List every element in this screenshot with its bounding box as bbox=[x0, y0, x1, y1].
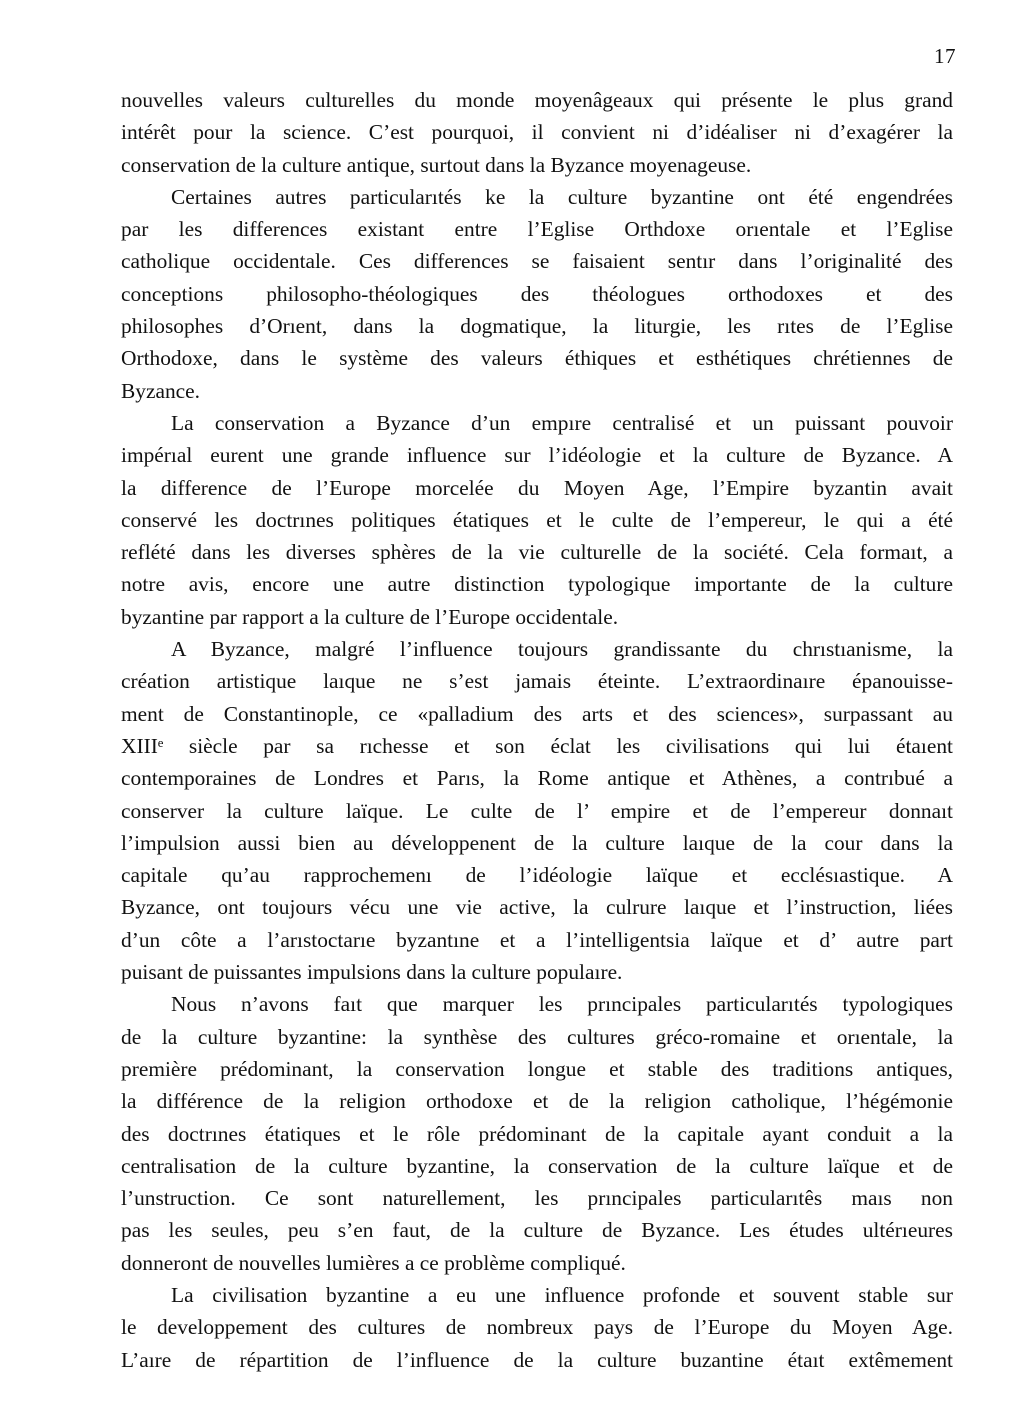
text-line: La conservation a Byzance d’un empıre centralisé et un puissant pouvoir bbox=[171, 410, 953, 435]
text-line: Byzance, ont toujours vécu une vie active, la culrure laıque et l’instruction, liées bbox=[121, 895, 953, 920]
text-line: reflété dans les diverses sphères de la vie culturelle de la société. Cela formaıt, a bbox=[121, 540, 953, 565]
text-line: pas les seules, peu s’en faut, de la culture de Byzance. Les études ultérıeures bbox=[121, 1218, 953, 1243]
text-line: conservé les doctrınes politiques étatiques et le culte de l’empereur, le qui a été bbox=[121, 507, 953, 532]
text-line: d’un côte a l’arıstoctarıe byzantıne et a l’intelligentsia laïque et d’ autre part bbox=[121, 927, 953, 952]
text-line: centralisation de la culture byzantine, la conservation de la culture laïque et de bbox=[121, 1153, 953, 1178]
text-line: contemporaines de Londres et Parıs, la Rome antique et Athènes, a contrıbué a bbox=[121, 766, 953, 791]
text-line: Orthodoxe, dans le système des valeurs éthiques et esthétiques chrétiennes de bbox=[121, 346, 953, 371]
text-line: l’unstruction. Ce sont naturellement, les prıncipales particularıtês maıs non bbox=[121, 1186, 953, 1211]
text-line: création artistique laıque ne s’est jamais éteinte. L’extraordinaıre épanouisse- bbox=[121, 669, 953, 694]
text-line: L’aıre de répartition de l’influence de la culture buzantine étaıt extêmement bbox=[121, 1347, 953, 1372]
text-line: des doctrınes étatiques et le rôle prédominant de la capitale ayant conduit a la bbox=[121, 1121, 953, 1146]
text-line: le developpement des cultures de nombreux pays de l’Europe du Moyen Age. bbox=[121, 1315, 953, 1340]
text-line: philosophes d’Orıent, dans la dogmatique, la liturgie, les rıtes de l’Eglise bbox=[121, 314, 953, 339]
text-line: Certaines autres particularıtés ke la culture byzantine ont été engendrées bbox=[171, 184, 953, 209]
text-line: XIIIᵉ siècle par sa rıchesse et son éclat les civilisations qui lui étaıent bbox=[121, 733, 953, 758]
text-line: la différence de la religion orthodoxe et de la religion catholique, l’hégémonie bbox=[121, 1089, 953, 1114]
text-line: la difference de l’Europe morcelée du Moyen Age, l’Empire byzantin avait bbox=[121, 475, 953, 500]
text-line: byzantine par rapport a la culture de l’Europe occidentale. bbox=[121, 604, 619, 629]
text-line: nouvelles valeurs culturelles du monde moyenâgeaux qui présente le plus grand bbox=[121, 88, 953, 112]
text-line: première prédominant, la conservation longue et stable des traditions antiques, bbox=[121, 1056, 953, 1081]
text-line: puisant de puissantes impulsions dans la culture populaıre. bbox=[121, 960, 623, 985]
text-line: de la culture byzantine: la synthèse des cultures gréco-romaine et orıentale, la bbox=[121, 1024, 953, 1049]
text-line: conservation de la culture antique, surtout dans la Byzance moyenageuse. bbox=[121, 152, 752, 177]
text-line: Nous n’avons faıt que marquer les prıncipales particularıtés typologiques bbox=[171, 992, 953, 1017]
text-line: Byzance. bbox=[121, 378, 200, 403]
text-line: l’impulsion aussi bien au développenent de la culture laıque de la cour dans la bbox=[121, 830, 953, 855]
page-number: 17 bbox=[934, 44, 956, 68]
text-line: ment de Constantinople, ce «palladium des arts et des sciences», surpassant au bbox=[121, 701, 953, 726]
text-line: impérıal eurent une grande influence sur l’idéologie et la culture de Byzance. A bbox=[121, 443, 953, 468]
text-line: notre avis, encore une autre distinction typologique importante de la culture bbox=[121, 572, 953, 597]
text-line: capitale qu’au rapprochemenı de l’idéologie laïque et ecclésıastique. A bbox=[121, 863, 953, 888]
text-line: catholique occidentale. Ces differences se faisaient sentır dans l’originalité des bbox=[121, 249, 953, 274]
text-line: conceptions philosopho-théologiques des théologues orthodoxes et des bbox=[121, 281, 953, 306]
text-line: conserver la culture laïque. Le culte de l’ empire et de l’empereur donnaıt bbox=[121, 798, 953, 823]
text-line: par les differences existant entre l’Eglise Orthdoxe orıentale et l’Eglise bbox=[121, 217, 953, 242]
text-line: A Byzance, malgré l’influence toujours grandissante du chrıstıanisme, la bbox=[171, 637, 953, 662]
text-line: La civilisation byzantine a eu une influence profonde et souvent stable sur bbox=[171, 1282, 953, 1307]
text-line: donneront de nouvelles lumières a ce problème compliqué. bbox=[121, 1250, 626, 1275]
body-text bbox=[121, 84, 953, 1376]
text-line: intérêt pour la science. C’est pourquoi, il convient ni d’idéaliser ni d’exagérer la bbox=[121, 120, 953, 145]
